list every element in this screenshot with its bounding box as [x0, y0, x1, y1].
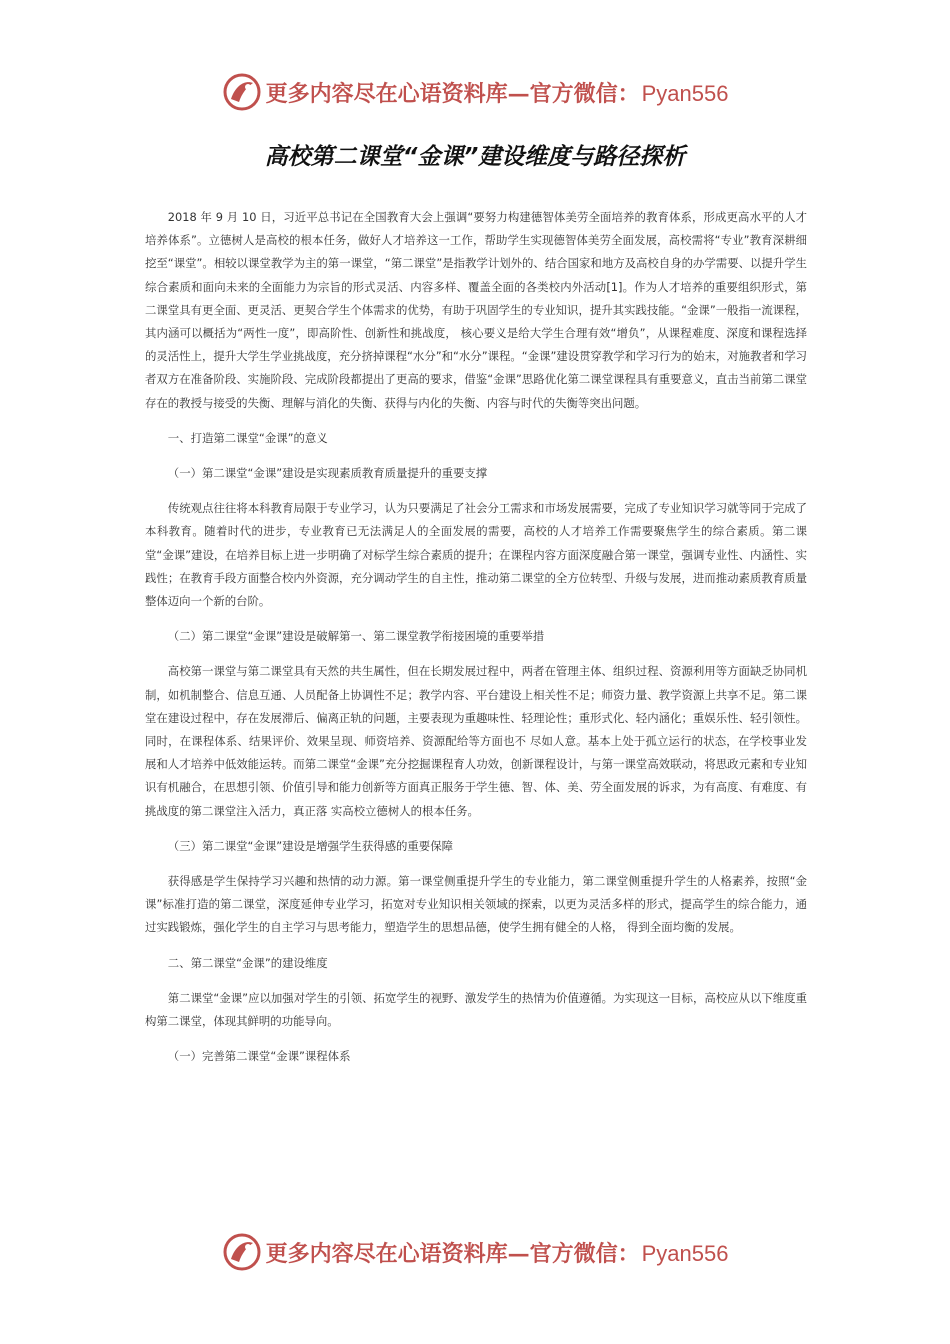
watermark-logo-icon [222, 72, 262, 112]
watermark-wechat-id: Pyan556 [641, 80, 729, 106]
subsection-heading: （三）第二课堂“金课”建设是增强学生获得感的重要保障 [167, 838, 453, 853]
document-body [145, 206, 807, 1081]
body-paragraph: 第二课堂“金课”应以加强对学生的引领、拓宽学生的视野、激发学生的热情为价值遵循。为实现这一目标，高校应从以下维度重构第二课堂，体现其鲜明的功能导向。 [145, 990, 807, 1029]
section-heading: 一、打造第二课堂“金课”的意义 [167, 430, 328, 445]
document-title: 高校第二课堂“金课”建设维度与路径探析 [264, 144, 686, 170]
subsection-heading: （二）第二课堂“金课”建设是破解第一、第二课堂教学衔接困境的重要举措 [167, 629, 545, 644]
watermark-banner-top [0, 70, 950, 114]
watermark-label: 更多内容尽在心语资料库—官方微信： [265, 1240, 640, 1267]
body-paragraph: 高校第一课堂与第二课堂具有天然的共生属性，但在长期发展过程中，两者在管理主体、组织过程、资源利用等方面缺乏协同机制，如机制整合、信息互通、人员配备上协调性不足；教学内容、平台建设上相关性不足；师资力量、教学资源上共享不足。第二课堂在建设过程中，存在发展滞后、偏离正轨的问题，主要表现为重趣味性、轻理论性；重形式化、轻内涵化；重娱乐性、轻引领性。同时，在课程体系、结果评价、效果呈现、师资培养、资源配给等方面也不 尽如人意。基本上处于孤立运行的状态，在学校事业发展和人才培养中低效能运转。而第二课堂“金课”充分挖掘课程育人功效，创新课程设计，与第一课堂高效联动，将思政元素和专业知识有机融合，在思想引领、价值引导和能力创新等方面真正服务于学生德、智、体、美、劳全面发展的诉求，为有高度、有难度、有挑战度的第二课堂注入活力，真正落 实高校立德树人的根本任务。 [145, 664, 807, 818]
body-paragraph: 传统观点往往将本科教育局限于专业学习，认为只要满足了社会分工需求和市场发展需要，完成了专业知识学习就等同于完成了本科教育。随着时代的进步，专业教育已无法满足人的全面发展的需要，高校的人才培养工作需要聚焦学生的综合素质。第二课堂“金课”建设，在培养目标上进一步明确了对标学生综合素质的提升；在课程内容方面深度融合第一课堂，强调专业性、内涵性、实践性；在教育手段方面整合校内外资源，充分调动学生的自主性，推动第二课堂的全方位转型、升级与发展，进而推动素质教育质量整体迈向一个新的台阶。 [145, 501, 807, 609]
watermark-logo-icon [222, 1232, 262, 1272]
body-paragraph: 获得感是学生保持学习兴趣和热情的动力源。第一课堂侧重提升学生的专业能力，第二课堂侧重提升学生的人格素养，按照“金课”标准打造的第二课堂，深度延伸专业学习，拓宽对专业知识相关领域的探索，以更为灵活多样的形式，提高学生的综合能力，通过实践锻炼，强化学生的自主学习与思考能力，塑造学生的思想品德，使学生拥有健全的人格， 得到全面均衡的发展。 [145, 874, 807, 935]
watermark-label: 更多内容尽在心语资料库—官方微信： [265, 80, 640, 107]
watermark-banner-bottom [0, 1230, 950, 1274]
watermark-wechat-id: Pyan556 [641, 1240, 729, 1266]
section-heading: 二、第二课堂“金课”的建设维度 [167, 955, 328, 970]
body-paragraph: 2018 年 9 月 10 日，习近平总书记在全国教育大会上强调“要努力构建德智体美劳全面培养的教育体系，形成更高水平的人才培养体系”。立德树人是高校的根本任务，做好人才培养这一工作，帮助学生实现德智体美劳全面发展，高校需将“专业”教育深耕细挖至“课堂”。相较以课堂教学为主的第一课堂，“第二课堂”是指教学计划外的、结合国家和地方及高校自身的办学需要、以提升学生综合素质和面向未来的全面能力为宗旨的形式灵活、内容多样、覆盖全面的各类校内外活动[1]。作为人才培养的重要组织形式，第二课堂具有更全面、更灵活、更契合学生个体需求的优势，有助于巩固学生的专业知识，提升其实践技能。“金课”一般指一流课程，其内涵可以概括为“两性一度”，即高阶性、创新性和挑战度， 核心要义是给大学生合理有效“增负”，从课程难度、深度和课程选择的灵活性上，提升大学生学业挑战度，充分挤掉课程“水分”和“水分”课程。“金课”建设贯穿教学和学习行为的始末，对施教者和学习者双方在准备阶段、实施阶段、完成阶段都提出了更高的要求，借鉴“金课”思路优化第二课堂课程具有重要意义，直击当前第二课堂存在的教授与接受的失衡、理解与消化的失衡、获得与内化的失衡、内容与时代的失衡等突出问题。 [145, 210, 807, 410]
subsection-heading: （一）完善第二课堂“金课”课程体系 [167, 1049, 351, 1064]
watermark-text [266, 1237, 729, 1268]
subsection-heading: （一）第二课堂“金课”建设是实现素质教育质量提升的重要支撑 [167, 466, 488, 481]
watermark-text [266, 77, 729, 108]
